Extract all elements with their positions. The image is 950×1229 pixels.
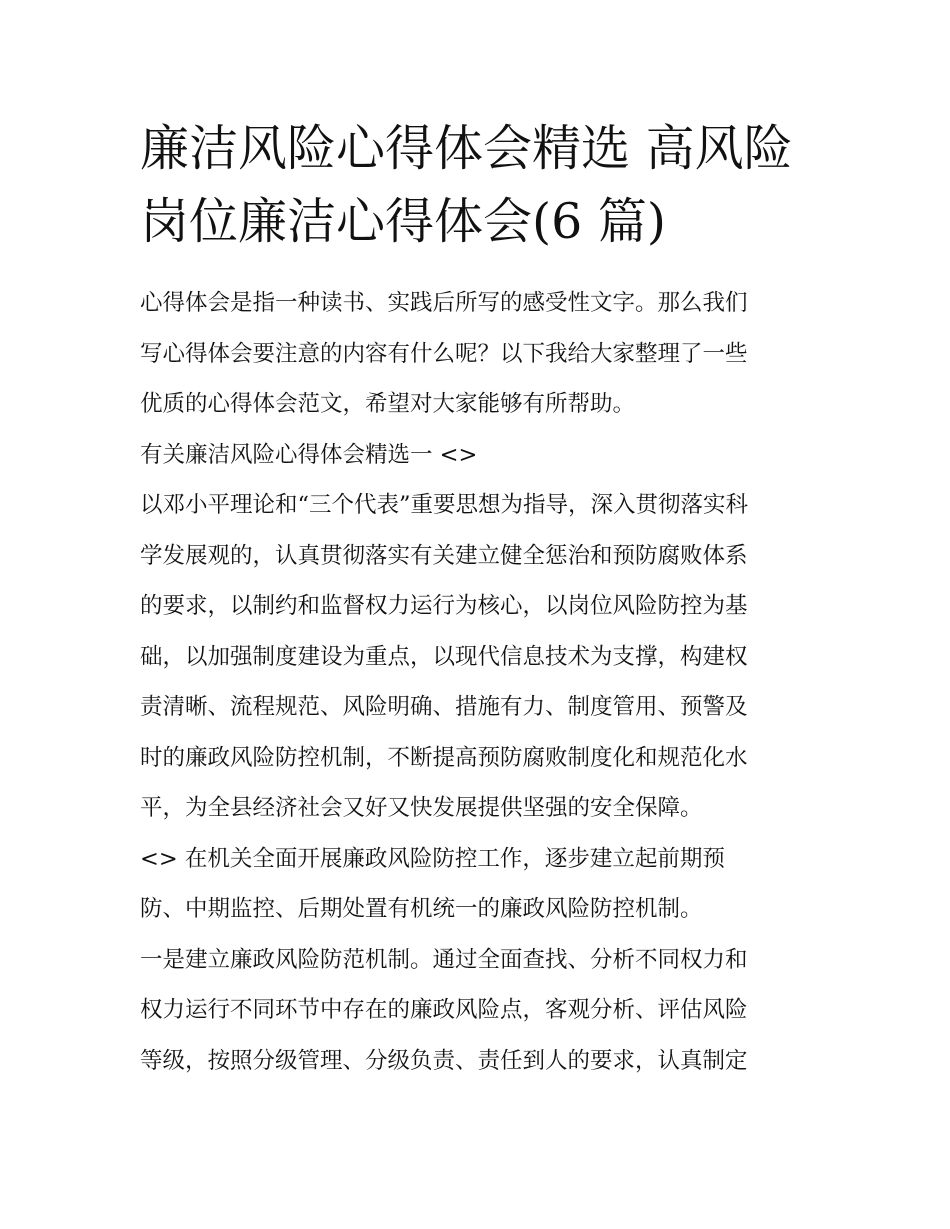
text-line: 时的廉政风险防控机制，不断提高预防腐败制度化和规范化水 xyxy=(140,744,748,771)
text-line: 写心得体会要注意的内容有什么呢？以下我给大家整理了一些 xyxy=(140,340,748,367)
document-body xyxy=(140,278,815,1086)
text-line: 有关廉洁风险心得体会精选一 <> xyxy=(140,441,478,468)
text-line: 优质的心得体会范文，希望对大家能够有所帮助。 xyxy=(140,391,636,417)
text-line: 以邓小平理论和“三个代表”重要思想为指导，深入贯彻落实科 xyxy=(140,492,749,518)
text-line: 学发展观的，认真贯彻落实有关建立健全惩治和预防腐败体系 xyxy=(140,542,748,569)
text-line: 权力运行不同环节中存在的廉政风险点，客观分析、评估风险 xyxy=(140,997,748,1023)
title-line: 廉洁风险心得体会精选 高风险 xyxy=(140,120,793,177)
text-line: <> 在机关全面开展廉政风险防控工作，逐步建立起前期预 xyxy=(140,845,725,872)
text-line: 的要求，以制约和监督权力运行为核心，以岗位风险防控为基 xyxy=(140,593,748,619)
text-line: 础，以加强制度建设为重点，以现代信息技术为支撑，构建权 xyxy=(140,643,748,670)
text-line: 防、中期监控、后期处置有机统一的廉政风险防控机制。 xyxy=(140,896,703,922)
body-paragraph xyxy=(140,834,815,935)
intro-paragraph xyxy=(140,278,815,430)
text-line: 等级，按照分级管理、分级负责、责任到人的要求，认真制定 xyxy=(140,1047,748,1074)
text-line: 平，为全县经济社会又好又快发展提供坚强的安全保障。 xyxy=(140,795,703,821)
body-paragraph xyxy=(140,935,815,1087)
text-line: 责清晰、流程规范、风险明确、措施有力、制度管用、预警及 xyxy=(140,694,748,720)
text-line: 一是建立廉政风险防范机制。通过全面查找、分析不同权力和 xyxy=(140,946,748,973)
document-page xyxy=(140,112,815,1086)
body-paragraph xyxy=(140,480,815,834)
document-title xyxy=(140,112,815,258)
title-line: 岗位廉洁心得体会(6 篇) xyxy=(140,193,666,250)
section-heading xyxy=(140,430,815,481)
text-line: 心得体会是指一种读书、实践后所写的感受性文字。那么我们 xyxy=(140,290,748,316)
